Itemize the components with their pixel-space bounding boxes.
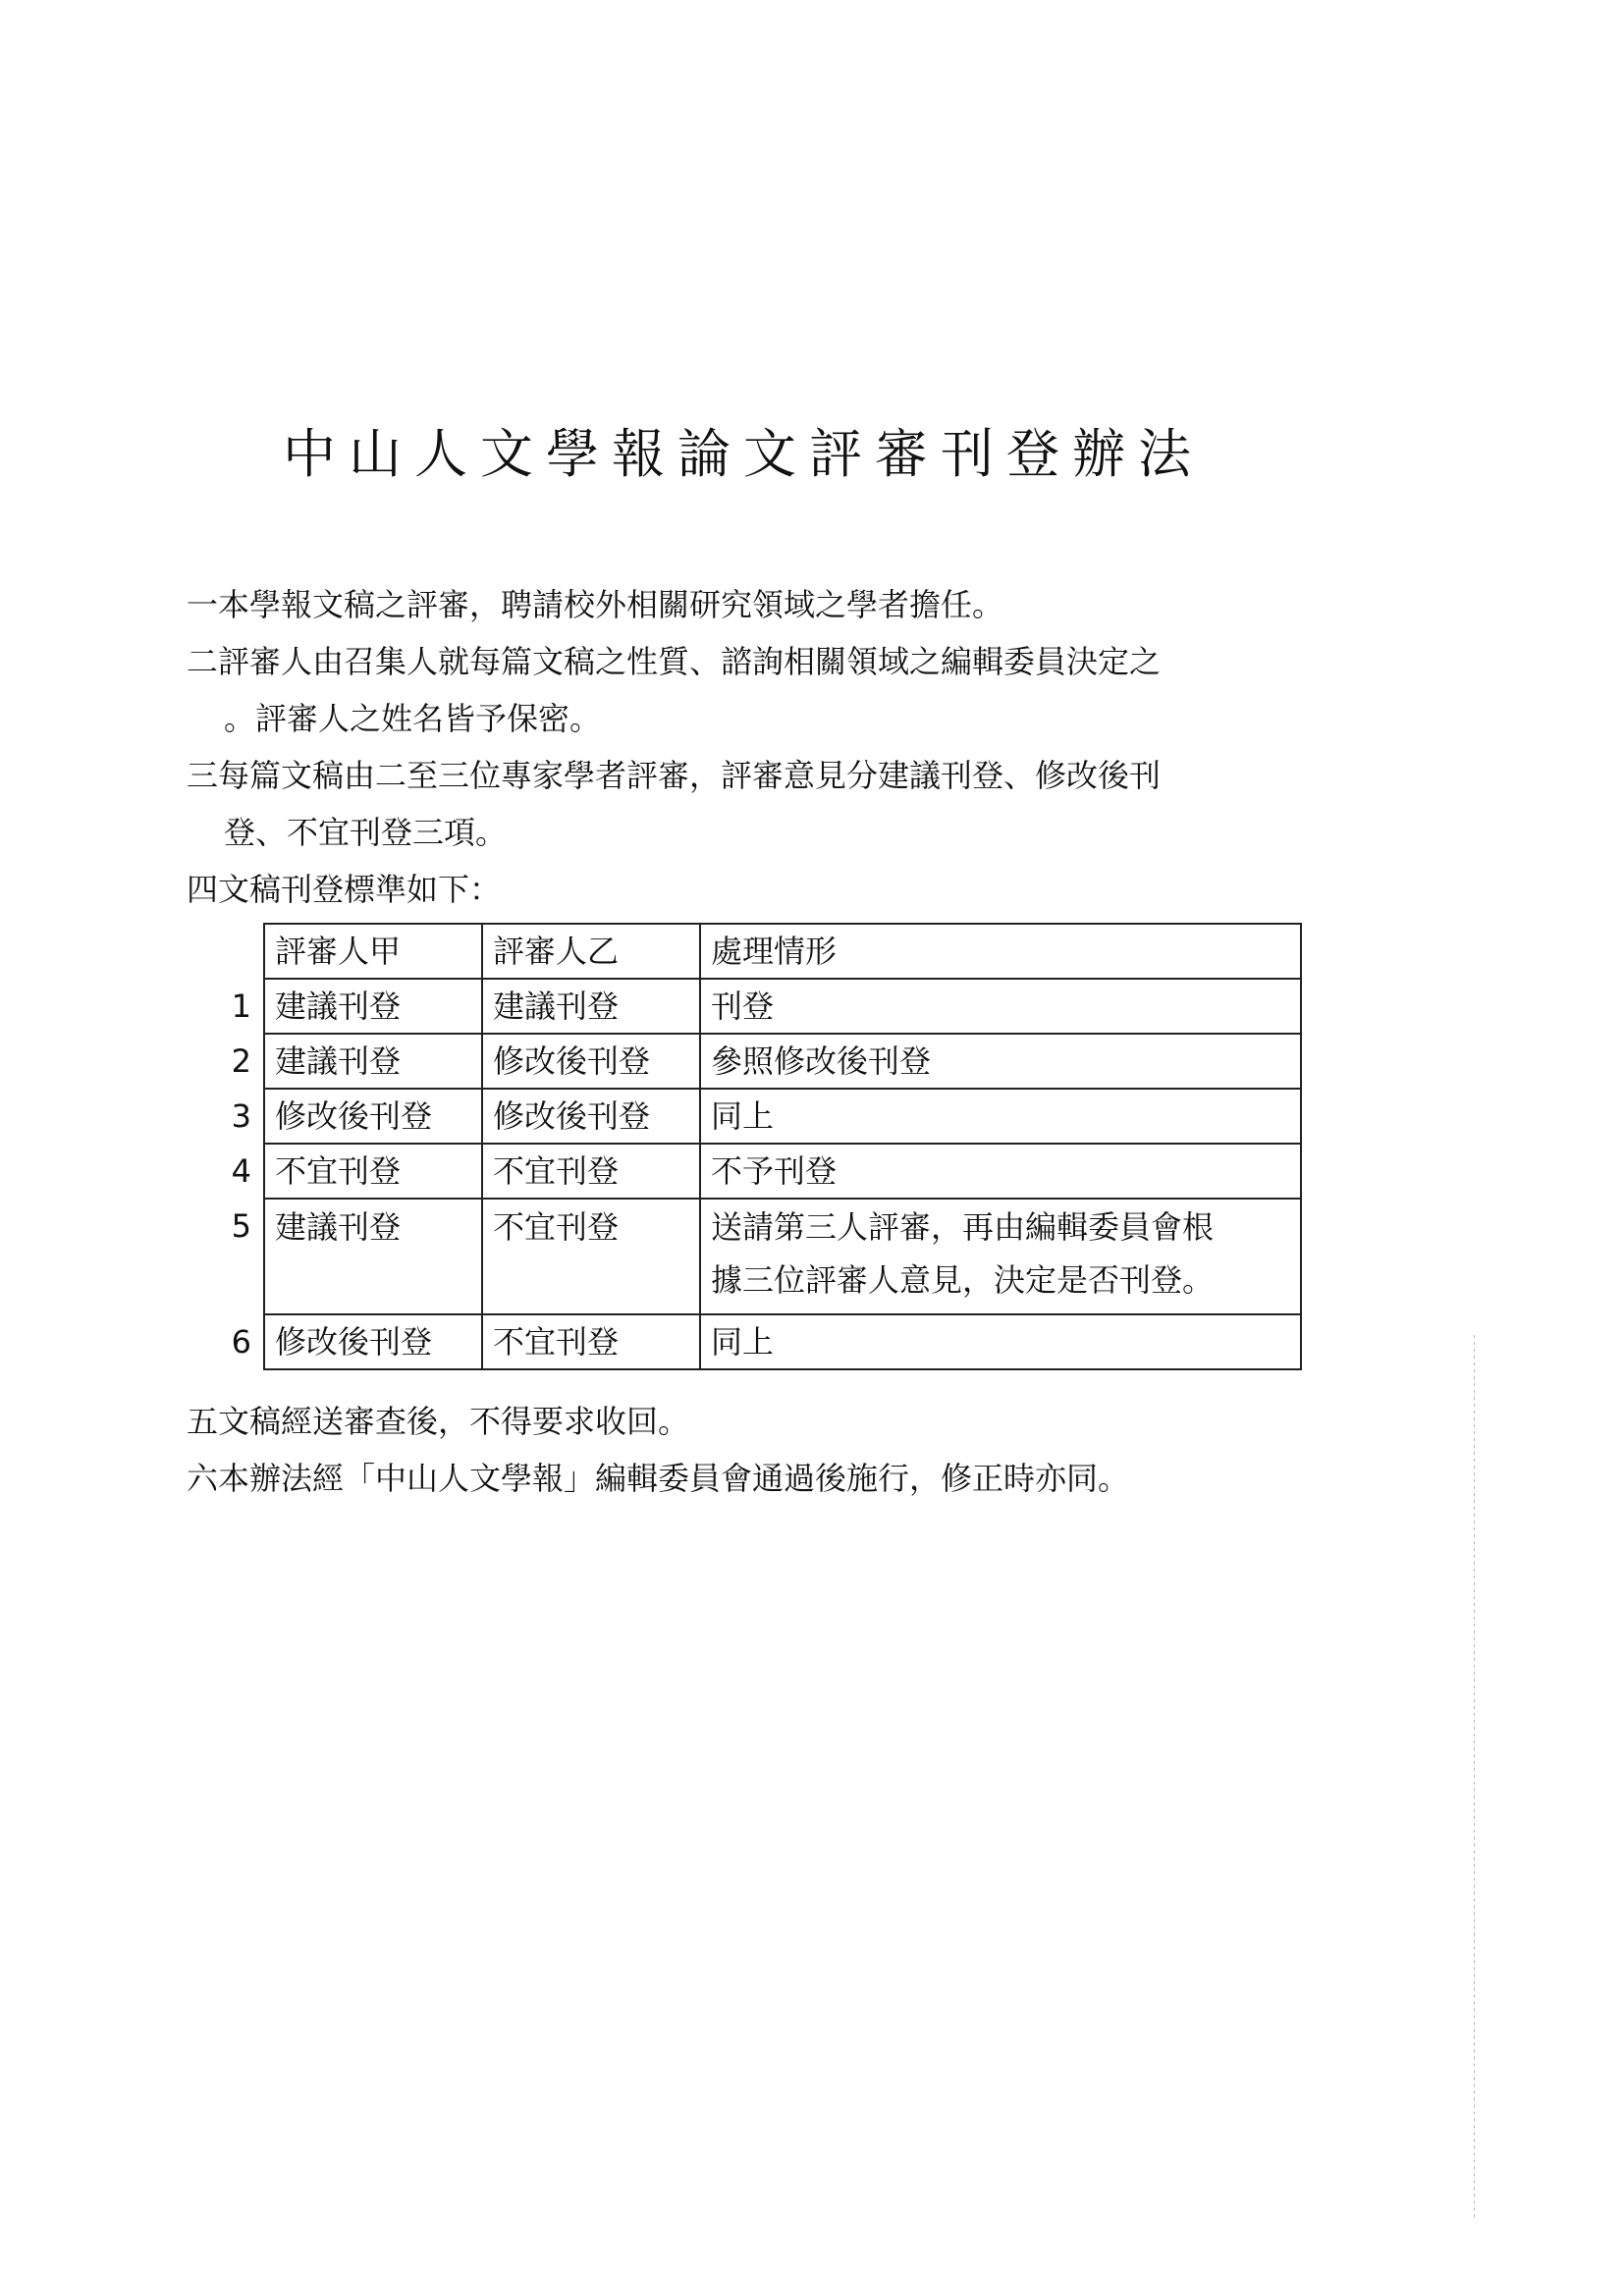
scan-edge-line xyxy=(1474,1335,1475,2218)
header-reviewer-b: 評審人乙 xyxy=(482,924,700,979)
row-number: 6 xyxy=(231,1323,251,1361)
table-header-row xyxy=(187,924,1301,979)
row-number: 3 xyxy=(231,1097,251,1135)
reviewer-b-cell: 不宜刊登 xyxy=(482,1199,700,1314)
row-number: 2 xyxy=(231,1042,251,1080)
handling-cell: 刊登 xyxy=(700,979,1301,1034)
handling-cell: 參照修改後刊登 xyxy=(700,1034,1301,1089)
article-1: 一本學報文稿之評審，聘請校外相關研究領域之學者擔任。 xyxy=(187,586,1004,623)
document-title: 中山人文學報論文評審刊登辦法 xyxy=(283,423,1204,485)
reviewer-b-cell: 修改後刊登 xyxy=(482,1034,700,1089)
reviewer-a-cell: 建議刊登 xyxy=(264,1199,482,1314)
article-4: 四文稿刊登標準如下： xyxy=(187,871,502,908)
handling-cell: 同上 xyxy=(700,1089,1301,1144)
header-handling: 處理情形 xyxy=(700,924,1301,979)
handling-cell xyxy=(700,1199,1301,1314)
table-row xyxy=(187,1314,1301,1369)
handling-line-2: 據三位評審人意見，決定是否刊登。 xyxy=(711,1261,1215,1299)
publication-criteria-table xyxy=(187,923,1302,1370)
reviewer-b-cell: 修改後刊登 xyxy=(482,1089,700,1144)
header-reviewer-a: 評審人甲 xyxy=(264,924,482,979)
handling-line-1: 送請第三人評審，再由編輯委員會根 xyxy=(711,1208,1215,1246)
row-number: 5 xyxy=(231,1207,251,1245)
article-2-line-2: 。評審人之姓名皆予保密。 xyxy=(224,700,602,737)
reviewer-b-cell: 不宜刊登 xyxy=(482,1144,700,1199)
table-row xyxy=(187,1034,1301,1089)
row-number: 4 xyxy=(231,1152,251,1190)
handling-cell: 同上 xyxy=(700,1314,1301,1369)
reviewer-a-cell: 不宜刊登 xyxy=(264,1144,482,1199)
article-3-line-2: 登、不宜刊登三項。 xyxy=(224,814,508,851)
reviewer-a-cell: 修改後刊登 xyxy=(264,1089,482,1144)
reviewer-b-cell: 不宜刊登 xyxy=(482,1314,700,1369)
reviewer-a-cell: 建議刊登 xyxy=(264,979,482,1034)
table-row xyxy=(187,1089,1301,1144)
article-6: 六本辦法經「中山人文學報」編輯委員會通過後施行，修正時亦同。 xyxy=(187,1460,1130,1497)
row-number: 1 xyxy=(231,988,251,1025)
reviewer-a-cell: 建議刊登 xyxy=(264,1034,482,1089)
table-row xyxy=(187,1144,1301,1199)
article-3-line-1: 三每篇文稿由二至三位專家學者評審，評審意見分建議刊登、修改後刊 xyxy=(187,757,1162,794)
table-row xyxy=(187,979,1301,1034)
table-row xyxy=(187,1199,1301,1314)
reviewer-b-cell: 建議刊登 xyxy=(482,979,700,1034)
article-2-line-1: 二評審人由召集人就每篇文稿之性質、諮詢相關領域之編輯委員決定之 xyxy=(187,643,1162,680)
article-5: 五文稿經送審查後，不得要求收回。 xyxy=(187,1403,690,1440)
reviewer-a-cell: 修改後刊登 xyxy=(264,1314,482,1369)
handling-cell: 不予刊登 xyxy=(700,1144,1301,1199)
